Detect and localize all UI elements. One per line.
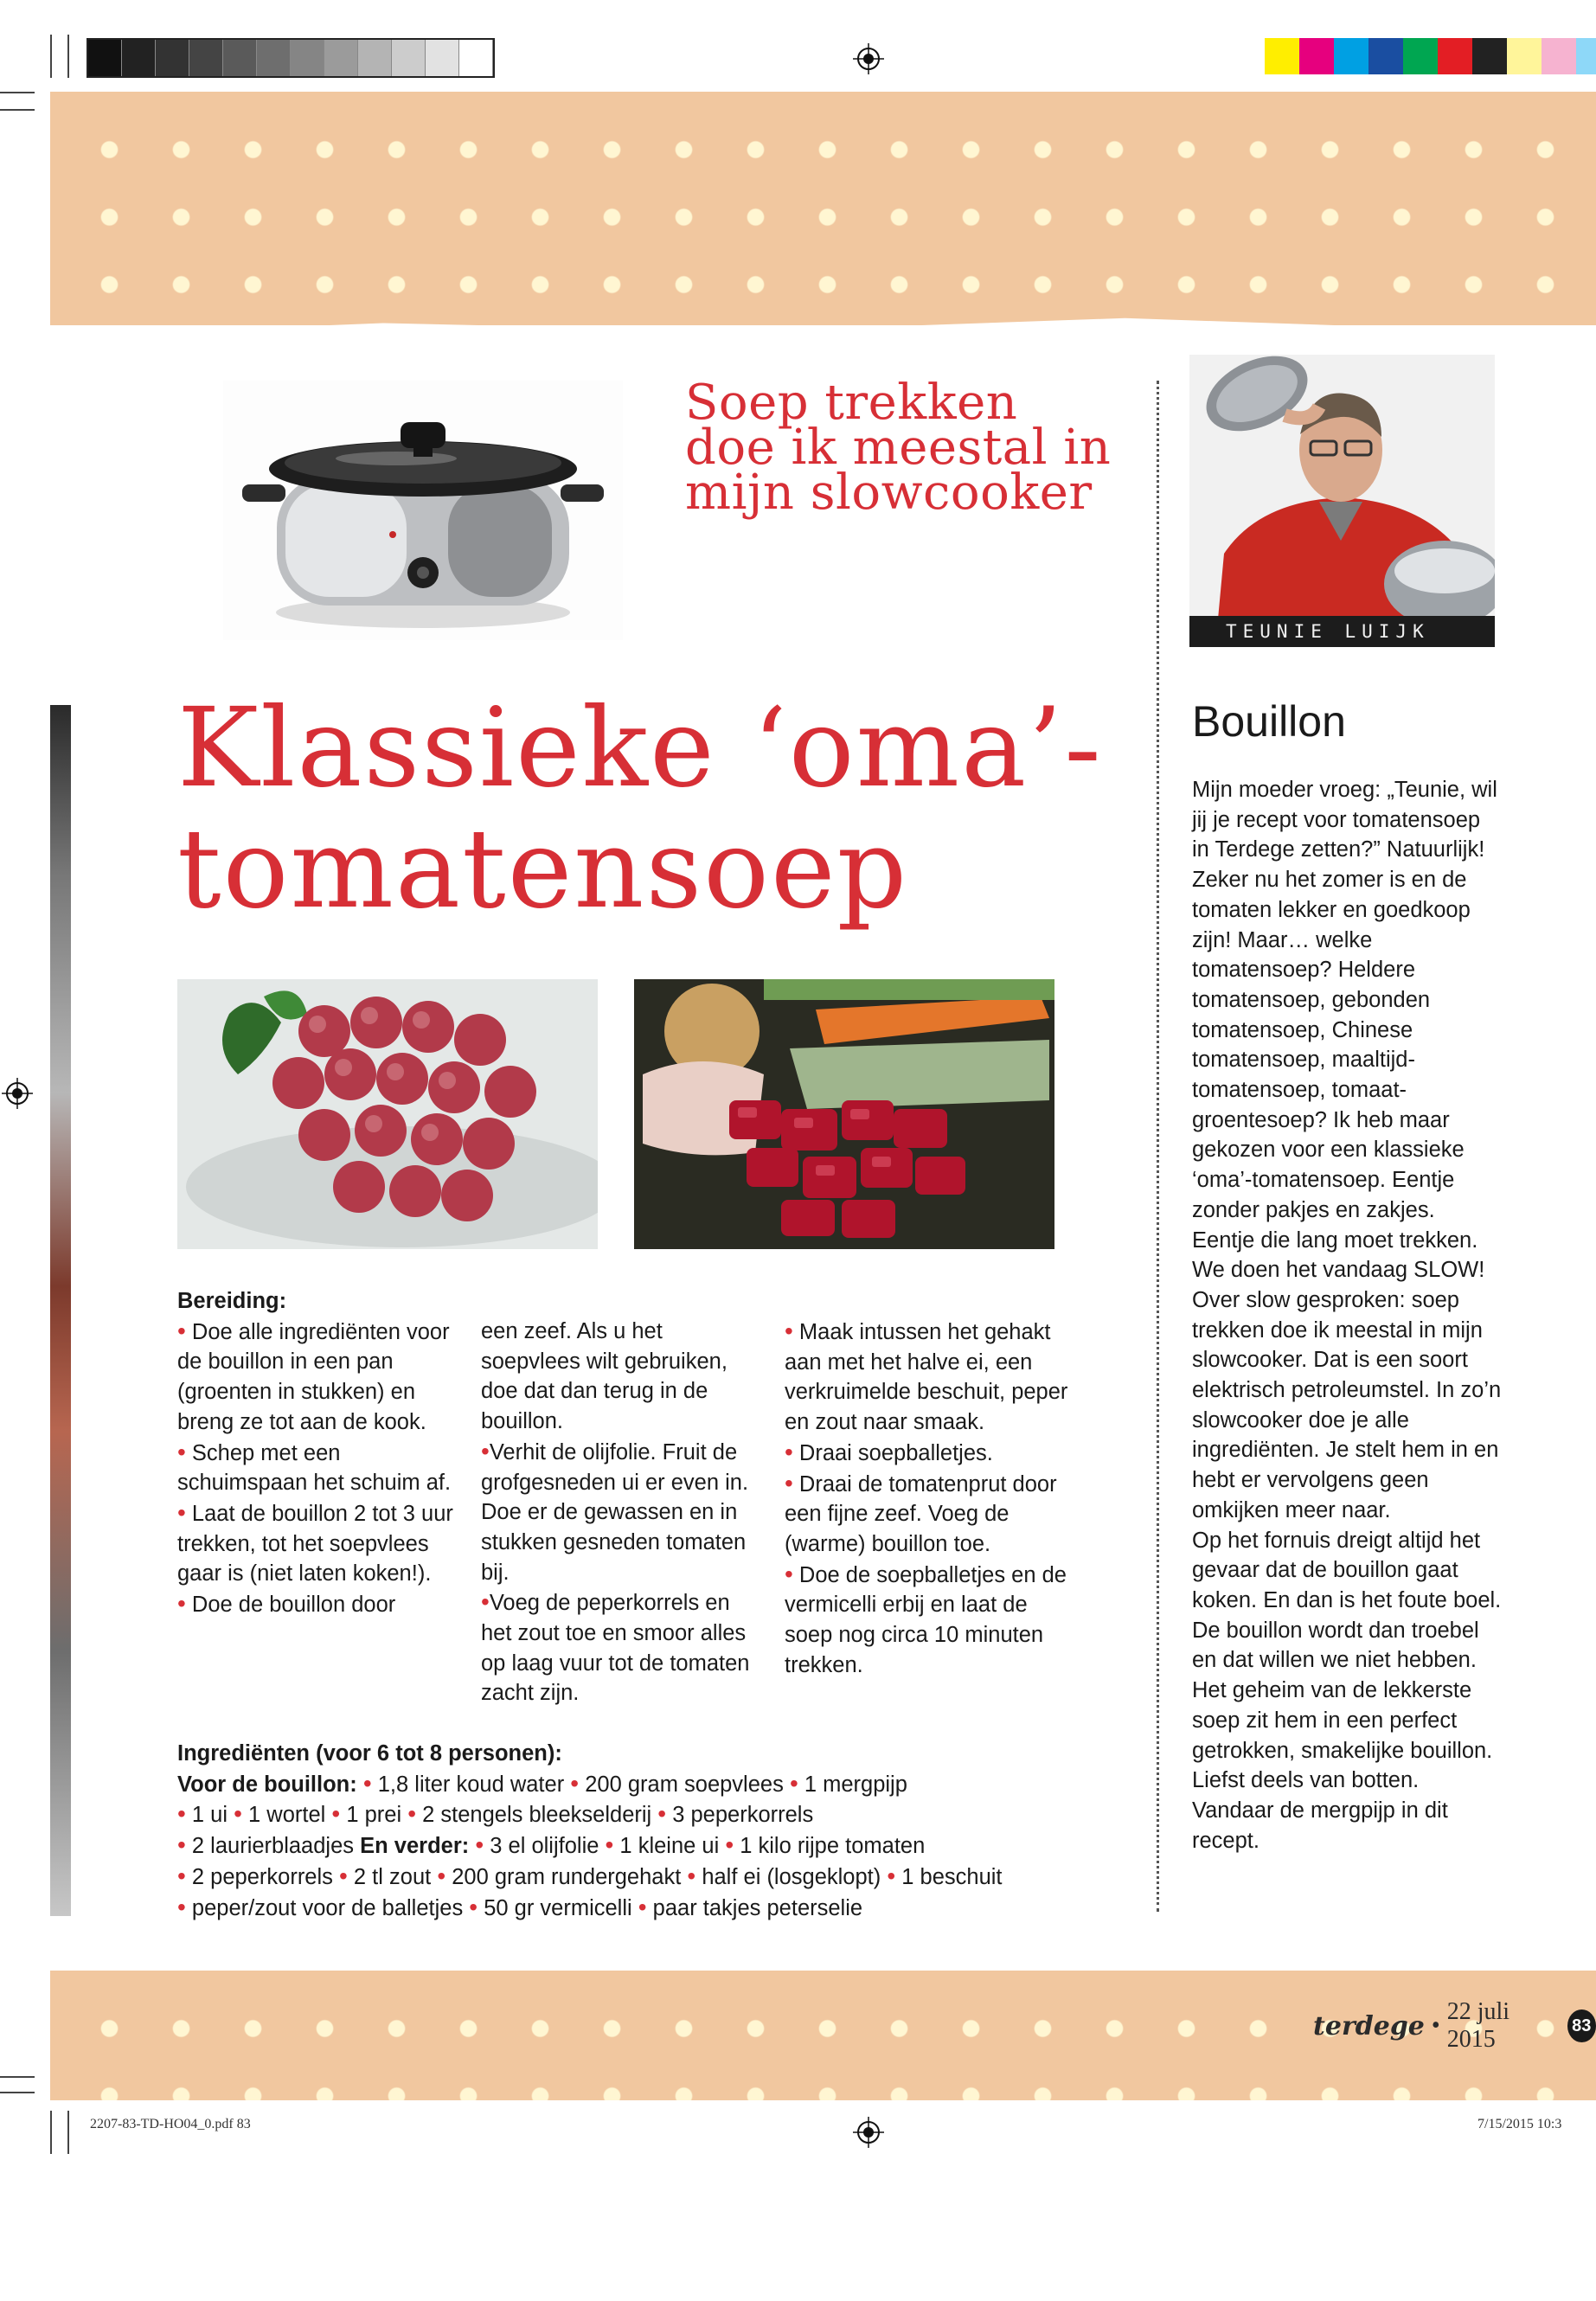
color-swatch: [1472, 38, 1507, 74]
color-swatch: [1507, 38, 1542, 74]
previous-page-edge: [50, 705, 71, 1916]
instruction-step: • Laat de bouillon 2 tot 3 uur trekken, tot het soepvlees gaar is (niet laten koken!).: [177, 1498, 453, 1586]
trim-mark: [0, 92, 35, 93]
trim-mark: [0, 2076, 35, 2078]
ingredient-item: 2 tl zout: [353, 1864, 432, 1889]
instruction-step: •Voeg de peperkorrels en het zout toe en smoor alles op laag vuur tot de tomaten zacht zijn.: [481, 1588, 750, 1706]
sidebar-title: Bouillon: [1192, 697, 1346, 746]
instruction-step: • Schep met een schuimspaan het schuim af.: [177, 1438, 452, 1496]
soup-meat-photo: [634, 979, 1054, 1249]
bullet: •: [481, 1588, 490, 1616]
ingredient-item: 2 stengels bleekselderij: [422, 1803, 652, 1828]
instruction-step-continuation: een zeef. Als u het soepvlees wilt gebruiken, doe dat dan terug in de bouillon.: [481, 1319, 727, 1434]
color-swatch: [1542, 38, 1576, 74]
bullet: •: [481, 1437, 490, 1465]
column-divider: [1157, 381, 1159, 1912]
page-number: 83: [1567, 2009, 1596, 2042]
trim-mark: [50, 2111, 52, 2154]
ingredient-item: 3 el olijfolie: [490, 1834, 599, 1859]
ingredient-item: 1 beschuit: [901, 1864, 1003, 1889]
ingredients-heading: Ingrediënten (voor 6 tot 8 personen):: [177, 1741, 562, 1766]
gray-swatch: [156, 40, 189, 76]
gray-swatch: [223, 40, 257, 76]
ingredient-item: half ei (losgeklopt): [702, 1864, 881, 1889]
ingredient-item: 1 ui: [191, 1803, 228, 1828]
instructions-heading: Bereiding:: [177, 1289, 287, 1313]
gray-swatch: [122, 40, 156, 76]
instruction-step: • Draai soepballetjes.: [785, 1438, 993, 1465]
gray-swatch: [358, 40, 392, 76]
ingredient-item: 50 gr vermicelli: [484, 1895, 632, 1920]
instructions-column-3: [785, 1317, 1070, 1680]
color-swatch: [1265, 38, 1299, 74]
registration-crosshair-icon: [2, 1078, 33, 1109]
color-swatch: [1299, 38, 1334, 74]
instructions-column-1: [177, 1286, 463, 1620]
sidebar-paragraph: Mijn moeder vroeg: „Teunie, wil jij je recept voor tomatensoep in Terdege zetten?” Natuurlijk! Zeker nu het zomer is en de tomaten lekker en goedkoop zijn! Maar… welke tomatensoep? Heldere tomatensoep, gebonden tomatensoep, Chinese tomatensoep, maaltijd-tomatensoep, tomaat-groentesoep? Ik heb maar gekozen voor een klassieke ‘oma’-tomatensoep. Eentje zonder pakjes en zakjes. Eentje die lang moet trekken. We doen het vandaag SLOW!: [1192, 778, 1497, 1283]
color-swatch: [1334, 38, 1368, 74]
gray-swatch: [291, 40, 324, 76]
instruction-step: • Draai de tomatenprut door een fijne zeef. Voeg de (warme) bouillon toe.: [785, 1469, 1057, 1556]
instruction-step: • Doe de soepballetjes en de vermicelli erbij en laat de soep nog circa 10 minuten trekken.: [785, 1560, 1067, 1677]
verder-label: En verder:: [360, 1834, 470, 1859]
color-swatch: [1576, 38, 1596, 74]
slowcooker-photo: [223, 381, 623, 640]
ingredient-item: paar takjes peterselie: [652, 1895, 863, 1920]
ingredient-item: 1 mergpijp: [804, 1772, 907, 1797]
registration-crosshair-icon: [853, 43, 884, 74]
trim-mark: [67, 2111, 69, 2154]
sidebar-paragraph: Over slow gesproken: soep trekken doe ik meestal in mijn slowcooker. Dat is een soort elektrisch petroleumstel. In zo’n slowcooker doe je alle ingrediënten. Je stelt hem in en hebt er vervolgens geen omkijken meer naar.: [1192, 1287, 1502, 1522]
color-swatch: [1368, 38, 1403, 74]
ingredients-block: [177, 1739, 1094, 1923]
sidebar-paragraph: Op het fornuis dreigt altijd het gevaar dat de bouillon gaat koken. En dan is het foute boel. De bouillon wordt dan troebel en dat willen we niet hebben. Het geheim van de lekkerste soep zit hem in een perfect getrokken, smakelijke bouillon. Liefst deels van botten. Vandaar de mergpijp in dit recept.: [1192, 1528, 1502, 1853]
gray-swatch: [459, 40, 493, 76]
bullet: •: [785, 1317, 793, 1344]
meatballs-photo: [177, 979, 598, 1249]
ingredient-item: 2 laurierblaadjes: [191, 1834, 355, 1859]
ingredient-item: peper/zout voor de balletjes: [191, 1895, 464, 1920]
magazine-brand: terdege: [1313, 2010, 1425, 2041]
printer-color-bar: [1265, 38, 1596, 74]
bullet: •: [177, 1590, 186, 1618]
author-name-label: TEUNIE LUIJK: [1189, 616, 1495, 647]
issue-date: 22 juli 2015: [1446, 1998, 1510, 2053]
page-footer: [1313, 1998, 1596, 2053]
dotted-header-band: [50, 92, 1596, 325]
ingredient-item: 200 gram soepvlees: [585, 1772, 784, 1797]
sidebar-text: [1192, 775, 1503, 1856]
ingredients-list: Voor de bouillon: • 1,8 liter koud water • 200 gram soepvlees • 1 mergpijp • 1 ui • 1 wortel • 1 prei • 2 stengels bleekselderij • 3 peperkorrels • 2 laurierblaadjes En verder: • 3 el olijfolie • 1 kleine ui • 1 kilo rijpe tomaten • 2 peperkorrels • 2 tl zout • 200 gram rundergehakt • half ei (losgeklopt) • 1 beschuit • peper/zout voor de balletjes • 50 gr vermicelli • paar takjes peterselie: [177, 1769, 1003, 1920]
gray-swatch: [88, 40, 122, 76]
footer-separator: •: [1431, 2012, 1440, 2039]
bullet: •: [785, 1438, 793, 1465]
trim-mark: [0, 109, 35, 111]
ingredient-item: 1 wortel: [248, 1803, 326, 1828]
instruction-step: • Maak intussen het gehakt aan met het halve ei, een verkruimelde beschuit, peper en zout naar smaak.: [785, 1317, 1068, 1435]
bouillon-label: Voor de bouillon:: [177, 1772, 357, 1797]
registration-crosshair-icon: [853, 2117, 884, 2148]
trim-mark: [67, 35, 69, 78]
gray-swatch: [257, 40, 291, 76]
ingredient-item: 1 kleine ui: [619, 1834, 720, 1859]
ingredient-item: 1,8 liter koud water: [377, 1772, 565, 1797]
article-title: Klassieke ‘oma’-tomatensoep: [177, 684, 1103, 933]
bullet: •: [177, 1317, 186, 1344]
ingredient-item: 200 gram rundergehakt: [452, 1864, 682, 1889]
color-swatch: [1403, 38, 1438, 74]
instructions-column-2: [481, 1317, 766, 1708]
printer-gray-bar: [87, 38, 495, 78]
gray-swatch: [189, 40, 223, 76]
instruction-step: • Doe alle ingrediënten voor de bouillon in een pan (groenten in stukken) en breng ze tot aan de kook.: [177, 1317, 450, 1434]
ingredient-item: 1 kilo rijpe tomaten: [740, 1834, 926, 1859]
author-photo: [1189, 355, 1495, 647]
trim-mark: [0, 2092, 35, 2093]
trim-mark: [50, 35, 52, 78]
tagline: Soep trekken doe ik meestal in mijn slowcooker: [685, 375, 1112, 521]
print-slug-file: 2207-83-TD-HO04_0.pdf 83: [90, 2117, 251, 2131]
instruction-step: • Doe de bouillon door: [177, 1590, 396, 1618]
gray-swatch: [392, 40, 426, 76]
bullet: •: [177, 1498, 186, 1526]
gray-swatch: [426, 40, 459, 76]
instruction-step: •Verhit de olijfolie. Fruit de grofgesneden ui er even in. Doe er de gewassen en in stukken gesneden tomaten bij.: [481, 1437, 749, 1585]
print-slug-timestamp: 7/15/2015 10:3: [1477, 2117, 1562, 2131]
bullet: •: [177, 1438, 186, 1465]
gray-swatch: [324, 40, 358, 76]
ingredient-item: 3 peperkorrels: [672, 1803, 814, 1828]
color-swatch: [1438, 38, 1472, 74]
ingredient-item: 1 prei: [346, 1803, 402, 1828]
ingredient-item: 2 peperkorrels: [191, 1864, 333, 1889]
bullet: •: [785, 1560, 793, 1587]
bullet: •: [785, 1469, 793, 1497]
